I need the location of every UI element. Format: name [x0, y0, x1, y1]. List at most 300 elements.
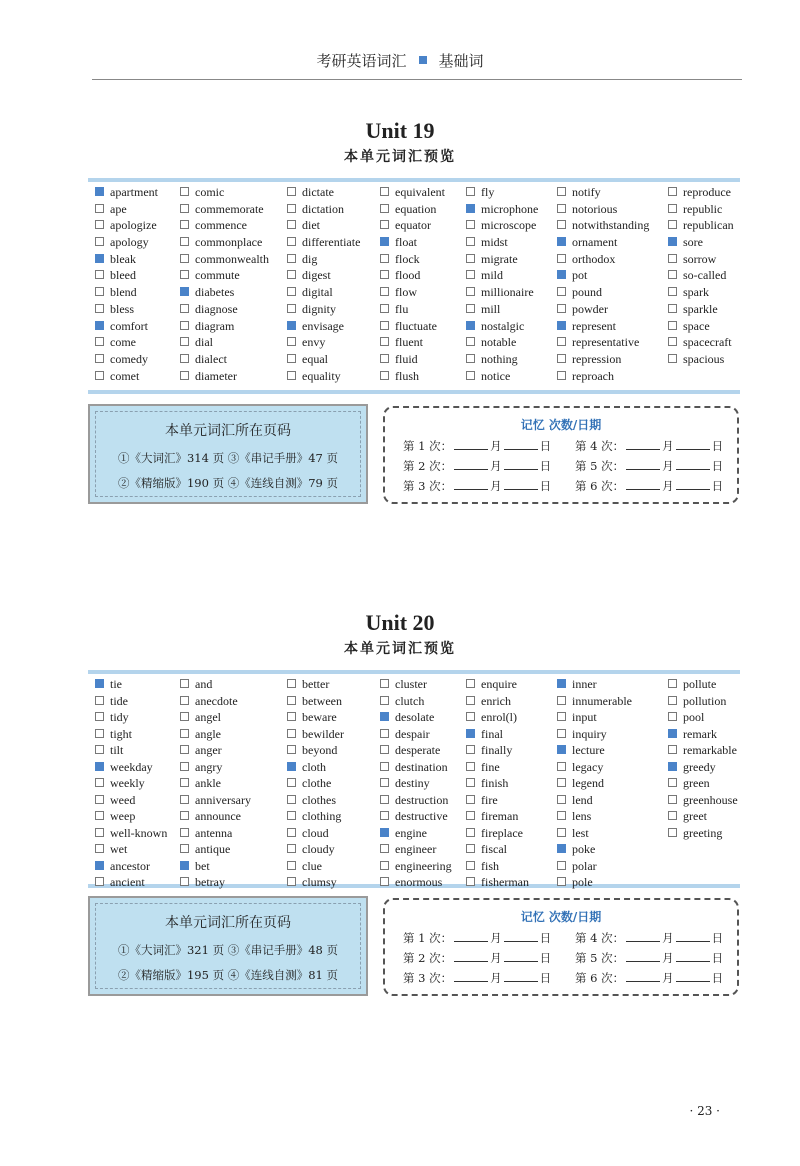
word-text: orthodox — [572, 251, 616, 266]
word-text: space — [683, 318, 710, 333]
checkbox-icon[interactable] — [95, 187, 104, 196]
word-text: nothing — [481, 351, 518, 366]
checkbox-icon[interactable] — [180, 861, 189, 870]
checkbox-icon[interactable] — [180, 844, 189, 853]
day-label: 日 — [539, 459, 552, 473]
checkbox-icon[interactable] — [668, 745, 677, 754]
checkbox-icon[interactable] — [180, 337, 189, 346]
checkbox-icon[interactable] — [557, 337, 566, 346]
checkbox-icon[interactable] — [95, 237, 104, 246]
checkbox-icon[interactable] — [466, 220, 475, 229]
checkbox-icon[interactable] — [95, 861, 104, 870]
checkbox-icon[interactable] — [180, 204, 189, 213]
checkbox-icon[interactable] — [95, 696, 104, 705]
unit-subtitle: 本单元词汇预览 — [344, 641, 456, 657]
entry-label: 第 5 次： — [575, 459, 625, 473]
checkbox-icon[interactable] — [180, 354, 189, 363]
word-text: diagnose — [195, 301, 238, 316]
checkbox-icon[interactable] — [466, 877, 475, 886]
checkbox-icon[interactable] — [180, 321, 189, 330]
word-text: finish — [481, 776, 509, 790]
checkbox-icon[interactable] — [95, 220, 104, 229]
checkbox-icon[interactable] — [180, 679, 189, 688]
checkbox-icon[interactable] — [287, 204, 296, 213]
checkbox-icon[interactable] — [380, 187, 389, 196]
day-blank[interactable] — [504, 459, 538, 470]
checkbox-icon[interactable] — [180, 270, 189, 279]
checkbox-icon[interactable] — [557, 844, 566, 853]
day-blank[interactable] — [676, 459, 710, 470]
word-text: anger — [195, 743, 222, 757]
checkbox-icon[interactable] — [287, 287, 296, 296]
word-text: destination — [395, 759, 448, 774]
checkbox-icon[interactable] — [95, 287, 104, 296]
checkbox-icon[interactable] — [668, 729, 677, 738]
checkbox-icon[interactable] — [287, 696, 296, 705]
checkbox-icon[interactable] — [180, 696, 189, 705]
checkbox-icon[interactable] — [557, 712, 566, 721]
day-blank[interactable] — [676, 951, 710, 962]
checkbox-icon[interactable] — [287, 270, 296, 279]
checkbox-icon[interactable] — [287, 254, 296, 263]
day-label: 日 — [539, 971, 552, 985]
entry-label: 第 6 次： — [575, 479, 625, 493]
checkbox-icon[interactable] — [180, 729, 189, 738]
checkbox-icon[interactable] — [287, 861, 296, 870]
checkbox-icon[interactable] — [287, 745, 296, 754]
checkbox-icon[interactable] — [95, 877, 104, 886]
checkbox-icon[interactable] — [287, 679, 296, 688]
checkbox-icon[interactable] — [380, 844, 389, 853]
checkbox-icon[interactable] — [380, 729, 389, 738]
checkbox-icon[interactable] — [557, 811, 566, 820]
checkbox-icon[interactable] — [95, 337, 104, 346]
month-blank[interactable] — [626, 951, 660, 962]
checkbox-icon[interactable] — [380, 762, 389, 771]
checkbox-icon[interactable] — [668, 287, 677, 296]
word-text: dictation — [302, 201, 344, 216]
checkbox-icon[interactable] — [95, 254, 104, 263]
checkbox-icon[interactable] — [180, 811, 189, 820]
checkbox-icon[interactable] — [668, 696, 677, 705]
word-text: final — [481, 726, 503, 741]
checkbox-icon[interactable] — [557, 778, 566, 787]
checkbox-icon[interactable] — [466, 679, 475, 688]
checkbox-icon[interactable] — [557, 861, 566, 870]
checkbox-icon[interactable] — [180, 220, 189, 229]
day-blank[interactable] — [504, 951, 538, 962]
checkbox-icon[interactable] — [95, 371, 104, 380]
word-text: notable — [481, 335, 517, 350]
day-label: 日 — [711, 459, 724, 473]
month-blank[interactable] — [626, 459, 660, 470]
page-reference-title: 本单元词汇所在页码 — [165, 915, 291, 931]
memory-log-entry — [403, 438, 551, 454]
checkbox-icon[interactable] — [180, 795, 189, 804]
checkbox-icon[interactable] — [95, 204, 104, 213]
word-text: well-known — [110, 825, 168, 840]
checkbox-icon[interactable] — [95, 270, 104, 279]
checkbox-icon[interactable] — [466, 187, 475, 196]
checkbox-icon[interactable] — [380, 287, 389, 296]
checkbox-icon[interactable] — [668, 337, 677, 346]
checkbox-icon[interactable] — [668, 204, 677, 213]
checkbox-icon[interactable] — [557, 321, 566, 330]
word-text: dictate — [302, 185, 334, 199]
word-text: bleak — [110, 251, 136, 266]
checkbox-icon[interactable] — [466, 828, 475, 837]
checkbox-icon[interactable] — [287, 237, 296, 246]
checkbox-icon[interactable] — [95, 811, 104, 820]
checkbox-icon[interactable] — [287, 811, 296, 820]
checkbox-icon[interactable] — [668, 811, 677, 820]
word-text: fireman — [481, 809, 519, 823]
word-text: wet — [110, 842, 128, 856]
checkbox-icon[interactable] — [287, 844, 296, 853]
checkbox-icon[interactable] — [380, 745, 389, 754]
memory-log-box — [383, 898, 739, 996]
checkbox-icon[interactable] — [180, 877, 189, 886]
word-text: lest — [572, 825, 589, 840]
checkbox-icon[interactable] — [95, 712, 104, 721]
word-text: destruction — [395, 792, 449, 807]
checkbox-icon[interactable] — [287, 778, 296, 787]
checkbox-icon[interactable] — [668, 712, 677, 721]
checkbox-icon[interactable] — [466, 811, 475, 820]
word-text: dial — [195, 335, 213, 350]
day-label: 日 — [539, 931, 552, 945]
checkbox-icon[interactable] — [668, 187, 677, 196]
checkbox-icon[interactable] — [287, 321, 296, 330]
month-blank[interactable] — [454, 971, 488, 982]
checkbox-icon[interactable] — [557, 795, 566, 804]
month-label: 月 — [662, 439, 674, 453]
checkbox-icon[interactable] — [557, 877, 566, 886]
memory-log-title: 记忆 次数/日期 — [520, 418, 602, 432]
word-text: republic — [683, 201, 723, 216]
day-blank[interactable] — [676, 439, 710, 450]
word-text: notorious — [572, 201, 618, 216]
word-text: tidy — [110, 710, 129, 724]
word-text: so-called — [683, 268, 727, 283]
word-text: remark — [683, 726, 717, 741]
word-text: pool — [683, 710, 705, 724]
checkbox-icon[interactable] — [466, 204, 475, 213]
checkbox-icon[interactable] — [466, 795, 475, 804]
checkbox-icon[interactable] — [466, 371, 475, 380]
checkbox-icon[interactable] — [95, 745, 104, 754]
checkbox-icon[interactable] — [95, 304, 104, 313]
checkbox-icon[interactable] — [668, 321, 677, 330]
checkbox-icon[interactable] — [95, 679, 104, 688]
checkbox-icon[interactable] — [557, 745, 566, 754]
checkbox-icon[interactable] — [466, 745, 475, 754]
day-label: 日 — [711, 931, 724, 945]
checkbox-icon[interactable] — [557, 679, 566, 688]
month-blank[interactable] — [626, 971, 660, 982]
month-blank[interactable] — [454, 459, 488, 470]
checkbox-icon[interactable] — [380, 877, 389, 886]
day-label: 日 — [711, 951, 724, 965]
checkbox-icon[interactable] — [380, 354, 389, 363]
checkbox-icon[interactable] — [668, 354, 677, 363]
checkbox-icon[interactable] — [668, 304, 677, 313]
checkbox-icon[interactable] — [557, 237, 566, 246]
word-text: ancestor — [110, 858, 150, 873]
checkbox-icon[interactable] — [95, 729, 104, 738]
checkbox-icon[interactable] — [287, 828, 296, 837]
word-text: commute — [195, 268, 240, 283]
checkbox-icon[interactable] — [180, 778, 189, 787]
word-text: desolate — [395, 710, 435, 724]
word-text: bleed — [110, 268, 136, 283]
month-label: 月 — [662, 931, 674, 945]
month-blank[interactable] — [626, 479, 660, 490]
checkbox-icon[interactable] — [466, 270, 475, 279]
checkbox-icon[interactable] — [380, 778, 389, 787]
word-text: republican — [683, 218, 734, 233]
word-text: weed — [110, 792, 136, 807]
memory-log-box — [383, 406, 739, 504]
checkbox-icon[interactable] — [668, 795, 677, 804]
word-text: representative — [572, 335, 640, 350]
checkbox-icon[interactable] — [95, 762, 104, 771]
page-reference-line: ①《大词汇》314 页 ③《串记手册》47 页 — [117, 451, 339, 465]
month-label: 月 — [490, 459, 502, 473]
checkbox-icon[interactable] — [466, 304, 475, 313]
word-text: lens — [572, 809, 592, 823]
word-text: comic — [195, 185, 225, 199]
unit-title: Unit 19 — [365, 118, 435, 143]
word-text: enquire — [481, 677, 517, 691]
checkbox-icon[interactable] — [380, 204, 389, 213]
checkbox-icon[interactable] — [668, 220, 677, 229]
word-text: commonwealth — [195, 251, 269, 266]
checkbox-icon[interactable] — [557, 304, 566, 313]
checkbox-icon[interactable] — [95, 844, 104, 853]
checkbox-icon[interactable] — [557, 254, 566, 263]
checkbox-icon[interactable] — [557, 354, 566, 363]
word-text: fireplace — [481, 825, 523, 840]
checkbox-icon[interactable] — [287, 187, 296, 196]
checkbox-icon[interactable] — [668, 270, 677, 279]
word-text: legacy — [572, 759, 604, 774]
checkbox-icon[interactable] — [287, 304, 296, 313]
word-text: digital — [302, 285, 333, 300]
month-blank[interactable] — [454, 931, 488, 942]
checkbox-icon[interactable] — [180, 254, 189, 263]
checkbox-icon[interactable] — [180, 828, 189, 837]
entry-label: 第 3 次： — [403, 971, 453, 985]
checkbox-icon[interactable] — [668, 237, 677, 246]
checkbox-icon[interactable] — [287, 762, 296, 771]
checkbox-icon[interactable] — [668, 762, 677, 771]
checkbox-icon[interactable] — [380, 321, 389, 330]
day-blank[interactable] — [676, 479, 710, 490]
day-blank[interactable] — [504, 479, 538, 490]
checkbox-icon[interactable] — [557, 204, 566, 213]
checkbox-icon[interactable] — [180, 712, 189, 721]
checkbox-icon[interactable] — [287, 729, 296, 738]
checkbox-icon[interactable] — [466, 762, 475, 771]
checkbox-icon[interactable] — [380, 828, 389, 837]
month-blank[interactable] — [454, 951, 488, 962]
checkbox-icon[interactable] — [466, 861, 475, 870]
page-reference-line: ①《大词汇》321 页 ③《串记手册》48 页 — [117, 943, 339, 957]
checkbox-icon[interactable] — [557, 696, 566, 705]
checkbox-icon[interactable] — [287, 795, 296, 804]
word-text: fluid — [395, 351, 418, 366]
word-text: microphone — [481, 201, 539, 216]
checkbox-icon[interactable] — [95, 354, 104, 363]
checkbox-icon[interactable] — [380, 337, 389, 346]
checkbox-icon[interactable] — [287, 371, 296, 380]
checkbox-icon[interactable] — [557, 371, 566, 380]
checkbox-icon[interactable] — [466, 778, 475, 787]
checkbox-icon[interactable] — [668, 828, 677, 837]
checkbox-icon[interactable] — [466, 844, 475, 853]
checkbox-icon[interactable] — [668, 254, 677, 263]
memory-log-entry — [575, 930, 723, 946]
word-text: millionaire — [481, 285, 534, 300]
word-text: anecdote — [195, 693, 238, 708]
checkbox-icon[interactable] — [557, 828, 566, 837]
checkbox-icon[interactable] — [180, 237, 189, 246]
checkbox-icon[interactable] — [466, 696, 475, 705]
word-text: reproduce — [683, 185, 731, 199]
day-blank[interactable] — [676, 971, 710, 982]
day-blank[interactable] — [504, 971, 538, 982]
checkbox-icon[interactable] — [380, 861, 389, 870]
word-text: cloth — [302, 759, 326, 774]
word-text: lend — [572, 792, 593, 807]
checkbox-icon[interactable] — [380, 237, 389, 246]
checkbox-icon[interactable] — [466, 712, 475, 721]
checkbox-icon[interactable] — [557, 270, 566, 279]
word-text: fine — [481, 759, 500, 774]
word-text: ape — [110, 201, 127, 216]
checkbox-icon[interactable] — [180, 745, 189, 754]
day-blank[interactable] — [504, 439, 538, 450]
checkbox-icon[interactable] — [95, 778, 104, 787]
checkbox-icon[interactable] — [95, 828, 104, 837]
day-blank[interactable] — [504, 931, 538, 942]
month-blank[interactable] — [454, 439, 488, 450]
top-band — [88, 670, 740, 674]
checkbox-icon[interactable] — [466, 337, 475, 346]
checkbox-icon[interactable] — [668, 679, 677, 688]
word-text: ornament — [572, 235, 618, 250]
word-text: reproach — [572, 368, 614, 383]
checkbox-icon[interactable] — [466, 354, 475, 363]
checkbox-icon[interactable] — [180, 304, 189, 313]
word-text: apologize — [110, 218, 157, 233]
checkbox-icon[interactable] — [466, 729, 475, 738]
checkbox-icon[interactable] — [95, 795, 104, 804]
entry-label: 第 2 次： — [403, 951, 453, 965]
month-blank[interactable] — [626, 931, 660, 942]
checkbox-icon[interactable] — [380, 811, 389, 820]
month-label: 月 — [490, 951, 502, 965]
checkbox-icon[interactable] — [668, 778, 677, 787]
checkbox-icon[interactable] — [180, 762, 189, 771]
checkbox-icon[interactable] — [557, 762, 566, 771]
word-text: enormous — [395, 875, 443, 889]
checkbox-icon[interactable] — [180, 371, 189, 380]
checkbox-icon[interactable] — [380, 679, 389, 688]
word-text: poke — [572, 842, 596, 856]
word-text: tilt — [110, 743, 124, 757]
checkbox-icon[interactable] — [95, 321, 104, 330]
checkbox-icon[interactable] — [557, 220, 566, 229]
word-text: engineer — [395, 842, 437, 856]
month-label: 月 — [490, 439, 502, 453]
checkbox-icon[interactable] — [287, 337, 296, 346]
memory-log-entry — [575, 970, 723, 986]
word-text: float — [395, 235, 417, 250]
word-text: dignity — [302, 301, 337, 316]
word-text: beyond — [302, 743, 338, 757]
checkbox-icon[interactable] — [180, 287, 189, 296]
checkbox-icon[interactable] — [466, 237, 475, 246]
checkbox-icon[interactable] — [287, 712, 296, 721]
month-blank[interactable] — [626, 439, 660, 450]
word-text: repression — [572, 351, 622, 366]
word-text: ancient — [110, 875, 145, 889]
checkbox-icon[interactable] — [380, 795, 389, 804]
checkbox-icon[interactable] — [287, 877, 296, 886]
checkbox-icon[interactable] — [380, 304, 389, 313]
entry-label: 第 1 次： — [403, 931, 453, 945]
month-blank[interactable] — [454, 479, 488, 490]
checkbox-icon[interactable] — [557, 287, 566, 296]
day-blank[interactable] — [676, 931, 710, 942]
checkbox-icon[interactable] — [380, 220, 389, 229]
checkbox-icon[interactable] — [380, 254, 389, 263]
word-text: clumsy — [302, 875, 337, 889]
checkbox-icon[interactable] — [466, 321, 475, 330]
checkbox-icon[interactable] — [557, 187, 566, 196]
word-text: comedy — [110, 351, 148, 366]
word-text: fire — [481, 792, 498, 807]
word-text: cloudy — [302, 842, 335, 856]
word-text: betray — [195, 875, 225, 889]
checkbox-icon[interactable] — [466, 287, 475, 296]
checkbox-icon[interactable] — [380, 712, 389, 721]
checkbox-icon[interactable] — [287, 220, 296, 229]
word-text: flu — [395, 301, 409, 316]
unit-title: Unit 20 — [365, 610, 435, 635]
word-text: destructive — [395, 809, 448, 823]
checkbox-icon[interactable] — [287, 354, 296, 363]
word-text: nostalgic — [481, 318, 525, 333]
word-text: digest — [302, 268, 331, 283]
word-text: enrich — [481, 693, 511, 708]
checkbox-icon[interactable] — [466, 254, 475, 263]
bottom-band — [88, 390, 740, 394]
word-text: notice — [481, 368, 511, 383]
word-text: desperate — [395, 743, 441, 757]
word-text: engine — [395, 825, 427, 840]
word-text: tide — [110, 693, 128, 708]
checkbox-icon[interactable] — [380, 371, 389, 380]
checkbox-icon[interactable] — [557, 729, 566, 738]
checkbox-icon[interactable] — [380, 696, 389, 705]
checkbox-icon[interactable] — [380, 270, 389, 279]
memory-log-entry — [403, 950, 551, 966]
word-text: dig — [302, 251, 318, 266]
checkbox-icon[interactable] — [180, 187, 189, 196]
